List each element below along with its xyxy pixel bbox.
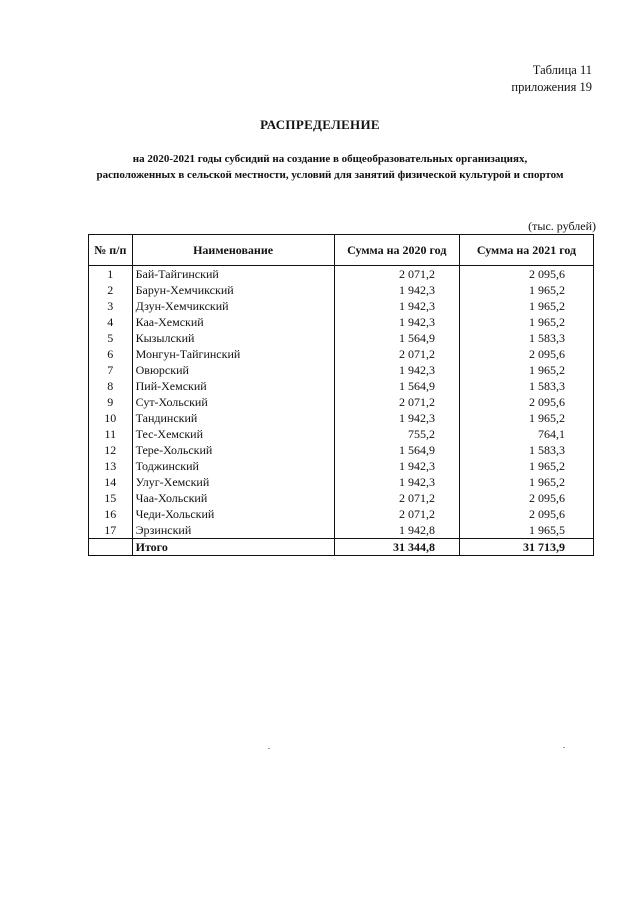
table-number: Таблица 11 xyxy=(532,63,592,77)
district-name: Барун-Хемчикский xyxy=(132,282,334,298)
amount-2021: 1 965,2 xyxy=(459,282,593,298)
row-number: 11 xyxy=(89,426,133,442)
amount-2021: 1 583,3 xyxy=(459,442,593,458)
row-number: 2 xyxy=(89,282,133,298)
amount-2021: 2 095,6 xyxy=(459,490,593,506)
row-number: 6 xyxy=(89,346,133,362)
district-name: Дзун-Хемчикский xyxy=(132,298,334,314)
table-row xyxy=(89,410,594,426)
district-name: Кызылский xyxy=(132,330,334,346)
amount-2020: 2 071,2 xyxy=(334,266,459,283)
district-name: Овюрский xyxy=(132,362,334,378)
table-row xyxy=(89,330,594,346)
amount-2021: 2 095,6 xyxy=(459,266,593,283)
total-2020: 31 344,8 xyxy=(334,539,459,556)
row-number: 5 xyxy=(89,330,133,346)
total-2021: 31 713,9 xyxy=(459,539,593,556)
table-body xyxy=(89,266,594,556)
district-name: Пий-Хемский xyxy=(132,378,334,394)
amount-2021: 1 965,5 xyxy=(459,522,593,539)
amount-2021: 1 965,2 xyxy=(459,474,593,490)
amount-2021: 2 095,6 xyxy=(459,346,593,362)
table-row xyxy=(89,426,594,442)
table-row xyxy=(89,474,594,490)
scan-speck xyxy=(268,748,270,749)
table-row xyxy=(89,522,594,539)
table-row xyxy=(89,282,594,298)
amount-2021: 1 965,2 xyxy=(459,314,593,330)
column-header-2020: Сумма на 2020 год xyxy=(334,235,459,266)
amount-2020: 2 071,2 xyxy=(334,490,459,506)
amount-2020: 1 942,3 xyxy=(334,298,459,314)
row-number: 10 xyxy=(89,410,133,426)
district-name: Монгун-Тайгинский xyxy=(132,346,334,362)
row-number: 13 xyxy=(89,458,133,474)
table-row xyxy=(89,458,594,474)
table-row xyxy=(89,266,594,283)
subtitle-line-1: на 2020-2021 годы субсидий на создание в общеобразовательных организациях, xyxy=(132,153,528,165)
row-number: 1 xyxy=(89,266,133,283)
table-row xyxy=(89,394,594,410)
amount-2020: 1 942,3 xyxy=(334,282,459,298)
amount-2021: 2 095,6 xyxy=(459,506,593,522)
amount-2021: 2 095,6 xyxy=(459,394,593,410)
amount-2021: 1 583,3 xyxy=(459,330,593,346)
table-row xyxy=(89,378,594,394)
amount-2020: 1 942,8 xyxy=(334,522,459,539)
district-name: Эрзинский xyxy=(132,522,334,539)
table-row xyxy=(89,298,594,314)
row-number: 3 xyxy=(89,298,133,314)
amount-2021: 764,1 xyxy=(459,426,593,442)
table-row xyxy=(89,506,594,522)
row-number: 14 xyxy=(89,474,133,490)
amount-2020: 755,2 xyxy=(334,426,459,442)
amount-2020: 1 942,3 xyxy=(334,474,459,490)
district-name: Сут-Хольский xyxy=(132,394,334,410)
amount-2020: 2 071,2 xyxy=(334,506,459,522)
table-row xyxy=(89,314,594,330)
row-number: 8 xyxy=(89,378,133,394)
column-header-name: Наименование xyxy=(132,235,334,266)
amount-2020: 1 942,3 xyxy=(334,314,459,330)
table-row xyxy=(89,442,594,458)
district-name: Чаа-Хольский xyxy=(132,490,334,506)
subtitle-line-2: расположенных в сельской местности, условий для занятий физической культурой и спортом xyxy=(96,169,564,181)
amount-2020: 1 942,3 xyxy=(334,458,459,474)
district-name: Тере-Хольский xyxy=(132,442,334,458)
table-header-row xyxy=(89,235,594,266)
subsidy-table xyxy=(88,234,594,556)
district-name: Каа-Хемский xyxy=(132,314,334,330)
document-subtitle xyxy=(60,151,600,183)
district-name: Бай-Тайгинский xyxy=(132,266,334,283)
amount-2021: 1 965,2 xyxy=(459,410,593,426)
appendix-number: приложения 19 xyxy=(511,80,592,94)
amount-2020: 1 564,9 xyxy=(334,442,459,458)
table-row xyxy=(89,362,594,378)
district-name: Тес-Хемский xyxy=(132,426,334,442)
document-title: РАСПРЕДЕЛЕНИЕ xyxy=(260,117,380,132)
amount-2020: 2 071,2 xyxy=(334,394,459,410)
amount-2021: 1 965,2 xyxy=(459,298,593,314)
row-number: 4 xyxy=(89,314,133,330)
district-name: Тандинский xyxy=(132,410,334,426)
row-number: 16 xyxy=(89,506,133,522)
total-number-cell xyxy=(89,539,133,556)
table-row xyxy=(89,490,594,506)
amount-2020: 2 071,2 xyxy=(334,346,459,362)
row-number: 15 xyxy=(89,490,133,506)
row-number: 9 xyxy=(89,394,133,410)
amount-2020: 1 942,3 xyxy=(334,362,459,378)
amount-2021: 1 583,3 xyxy=(459,378,593,394)
amount-2020: 1 564,9 xyxy=(334,330,459,346)
district-name: Чеди-Хольский xyxy=(132,506,334,522)
total-row xyxy=(89,539,594,556)
amount-2020: 1 564,9 xyxy=(334,378,459,394)
units-label: (тыс. рублей) xyxy=(528,219,596,233)
row-number: 7 xyxy=(89,362,133,378)
amount-2020: 1 942,3 xyxy=(334,410,459,426)
district-name: Улуг-Хемский xyxy=(132,474,334,490)
district-name: Тоджинский xyxy=(132,458,334,474)
column-header-2021: Сумма на 2021 год xyxy=(459,235,593,266)
scan-speck xyxy=(563,747,565,748)
amount-2021: 1 965,2 xyxy=(459,362,593,378)
column-header-number: № п/п xyxy=(89,235,133,266)
table-row xyxy=(89,346,594,362)
total-label: Итого xyxy=(132,539,334,556)
row-number: 17 xyxy=(89,522,133,539)
row-number: 12 xyxy=(89,442,133,458)
table-reference xyxy=(511,62,592,96)
amount-2021: 1 965,2 xyxy=(459,458,593,474)
